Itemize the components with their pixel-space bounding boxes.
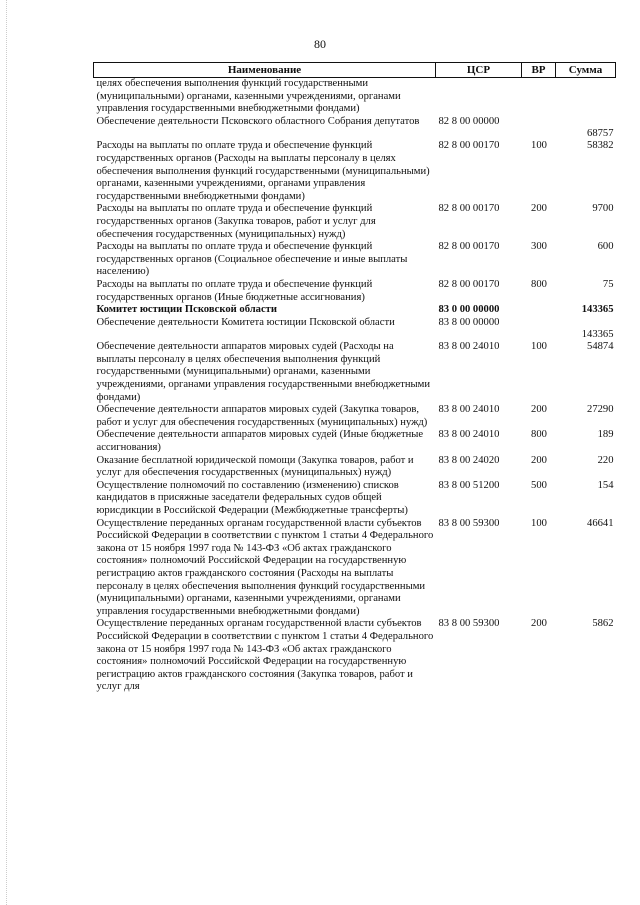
- row-vr: 800: [531, 429, 547, 441]
- table-row: [94, 78, 616, 116]
- row-csr: 83 0 00 00000: [438, 304, 500, 316]
- table-row: [94, 140, 616, 203]
- row-name: Расходы на выплаты по оплате труда и обеспечение функций государственных органов (Иные бюджетные ассигнования): [96, 278, 373, 303]
- row-vr: 800: [531, 278, 547, 290]
- table-row: [94, 279, 616, 304]
- row-name: Осуществление переданных органам государственной власти субъектов Российской Федерации в соответствии с пунктом 1 статьи 4 Федерального закона от 15 ноября 1997 года № 143-ФЗ «Об актах гражданского состояния» полномочий Российской Федерации на государственную регистрацию актов гражданского состояния (Закупка товаров, работ и услуг для: [96, 618, 434, 693]
- row-csr: [436, 78, 522, 116]
- table-row: [94, 429, 616, 454]
- page-number: 80: [314, 37, 326, 51]
- row-sum: 189: [597, 429, 614, 441]
- budget-table: [93, 62, 616, 694]
- row-vr: 200: [531, 454, 547, 466]
- row-name: Осуществление переданных органам государственной власти субъектов Российской Федерации в соответствии с пунктом 1 статьи 4 Федерального закона от 15 ноября 1997 года № 143-ФЗ «Об актах гражданского состояния» полномочий Российской Федерации на государственную регистрацию актов гражданского состояния (Расходы на выплаты персоналу в целях обеспечения выполнения функций государственными (муниципальными) органами, казенными учреждениями, органами управления государственными внебюджетными фондами): [96, 517, 434, 617]
- row-sum: 9700: [592, 203, 614, 215]
- row-csr: 82 8 00 00170: [438, 203, 500, 215]
- table-body: [94, 78, 616, 694]
- row-name: Обеспечение деятельности аппаратов мировых судей (Иные бюджетные ассигнования): [96, 429, 424, 454]
- row-vr: [522, 78, 556, 116]
- header-name: Наименование: [94, 63, 436, 78]
- row-name: Расходы на выплаты по оплате труда и обеспечение функций государственных органов (Закупка товаров, работ и услуг для обеспечения государственных (муниципальных) нужд): [96, 203, 376, 240]
- row-sum: 75: [602, 278, 614, 290]
- row-vr: 500: [531, 479, 547, 491]
- row-csr: 83 8 00 59300: [438, 618, 500, 630]
- row-vr: [522, 317, 556, 342]
- row-vr: 100: [531, 140, 547, 152]
- table-header-row: [94, 63, 616, 78]
- row-vr: [522, 116, 556, 141]
- table-row: [94, 304, 616, 317]
- table-row: [94, 404, 616, 429]
- row-name: целях обеспечения выполнения функций государственными (муниципальными) органами, казенными учреждениями, органами управления государственными внебюджетными фондами): [96, 78, 401, 115]
- row-name: Обеспечение деятельности Комитета юстиции Псковской области: [96, 316, 395, 328]
- row-name: Расходы на выплаты по оплате труда и обеспечение функций государственных органов (Социальное обеспечение и иные выплаты населению): [96, 241, 408, 278]
- row-sum: 143365: [581, 304, 614, 316]
- table-row: [94, 480, 616, 518]
- row-sum: 5862: [592, 618, 614, 630]
- header-vr: ВР: [522, 63, 556, 78]
- table-row: [94, 116, 616, 141]
- row-vr: 300: [531, 241, 547, 253]
- table-row: [94, 241, 616, 279]
- row-csr: 83 8 00 24010: [438, 404, 500, 416]
- row-vr: 100: [531, 517, 547, 529]
- row-name: Обеспечение деятельности аппаратов мировых судей (Закупка товаров, работ и услуг для обеспечения государственных (муниципальных) нужд): [96, 404, 428, 428]
- row-name: Обеспечение деятельности Псковского областного Собрания депутатов: [96, 115, 420, 127]
- row-name: Осуществление полномочий по составлению (изменению) списков кандидатов в присяжные заседатели федеральных судов общей юрисдикции в Российской Федерации (Межбюджетные трансферты): [96, 479, 408, 516]
- row-name: Оказание бесплатной юридической помощи (Закупка товаров, работ и услуг для обеспечения государственных (муниципальных) нужд): [96, 454, 414, 479]
- table-row: [94, 317, 616, 342]
- row-csr: 83 8 00 51200: [438, 479, 500, 491]
- row-vr: 200: [531, 618, 547, 630]
- row-csr: 82 8 00 00170: [438, 241, 500, 253]
- table-row: [94, 618, 616, 694]
- row-vr: 100: [531, 341, 547, 353]
- row-sum: 68757: [587, 127, 614, 139]
- row-vr: 200: [531, 404, 547, 416]
- row-csr: 83 8 00 24020: [438, 454, 500, 466]
- row-sum: 143365: [581, 328, 614, 340]
- table-row: [94, 341, 616, 404]
- row-sum: 27290: [587, 404, 614, 416]
- row-sum: 600: [597, 241, 614, 253]
- row-sum: 54874: [587, 341, 614, 353]
- table-row: [94, 518, 616, 619]
- header-csr: ЦСР: [436, 63, 522, 78]
- table-row: [94, 455, 616, 480]
- row-csr: 82 8 00 00170: [438, 278, 500, 290]
- row-csr: 83 8 00 59300: [438, 517, 500, 529]
- row-csr: 83 8 00 00000: [438, 316, 500, 328]
- row-name: Комитет юстиции Псковской области: [96, 304, 277, 316]
- row-csr: 83 8 00 24010: [438, 341, 500, 353]
- row-sum: 58382: [587, 140, 614, 152]
- row-name: Обеспечение деятельности аппаратов мировых судей (Расходы на выплаты персоналу в целях обеспечения выполнения функций государственными (муниципальными) органами, казенными учреждениями, органами управления государственными внебюджетными фондами): [96, 341, 431, 403]
- row-csr: 82 8 00 00170: [438, 140, 500, 152]
- row-csr: 82 8 00 00000: [438, 115, 500, 127]
- row-sum: 154: [597, 479, 614, 491]
- header-sum: Сумма: [556, 63, 616, 78]
- row-sum: 46641: [587, 517, 614, 529]
- scan-edge: [0, 0, 7, 905]
- row-vr: [522, 304, 556, 317]
- table-row: [94, 203, 616, 241]
- row-sum: 220: [597, 454, 614, 466]
- row-name: Расходы на выплаты по оплате труда и обеспечение функций государственных органов (Расходы на выплаты персоналу в целях обеспечения выполнения функций государственными (муниципальными) органами, казенными учреждениями, органами управления государственными внебюджетными фондами): [96, 140, 430, 202]
- row-csr: 83 8 00 24010: [438, 429, 500, 441]
- row-vr: 200: [531, 203, 547, 215]
- row-sum: [556, 78, 616, 116]
